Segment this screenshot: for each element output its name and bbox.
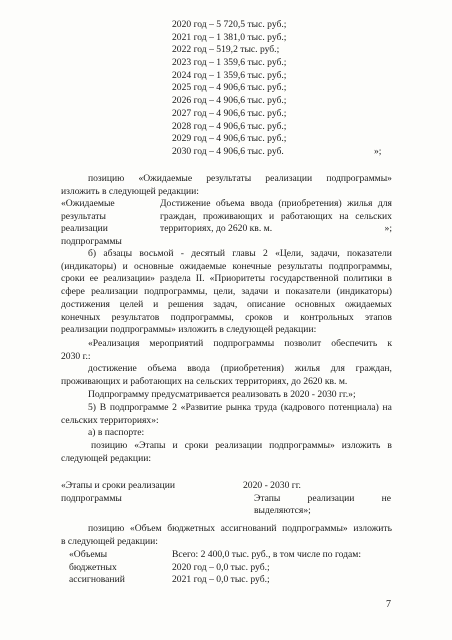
word: жилья: [347, 198, 373, 209]
word: Достижение: [160, 198, 211, 209]
word: «Приоритеты: [209, 273, 266, 285]
results-label-line: «Ожидаемые: [61, 198, 115, 209]
word: основных: [295, 298, 336, 310]
word: и: [172, 440, 178, 452]
word: 2: [263, 248, 268, 259]
word: граждан,: [160, 210, 197, 222]
word: проживающих: [202, 210, 263, 222]
word: реализации: [265, 173, 313, 184]
word: и: [283, 311, 289, 323]
word: реализации: [307, 492, 355, 504]
word: к: [387, 338, 392, 349]
stages-label: [61, 480, 175, 505]
word: контрольных: [300, 311, 354, 323]
word: подпрограммы,: [170, 311, 234, 323]
word: конечные: [232, 260, 272, 272]
word: показатели: [347, 248, 392, 259]
word: сроков: [245, 311, 273, 323]
word: 2: [172, 402, 177, 413]
results-value: [160, 198, 392, 236]
word: «Развитие: [180, 402, 223, 413]
realization-period: Подпрограмму предусматривается реализовать в 2020 - 2030 гг.»;: [88, 388, 356, 400]
word: объема: [147, 363, 177, 375]
word: задачи,: [310, 248, 340, 259]
word: труда: [254, 402, 277, 413]
word: задач,: [213, 298, 238, 310]
word: «Ожидаемые: [138, 173, 193, 184]
budget-label: [69, 549, 125, 587]
word: и: [274, 286, 280, 298]
word: (приобретения): [220, 363, 284, 375]
word: абзацы: [103, 248, 133, 259]
realization-paragraph: [61, 338, 392, 402]
word: политики: [343, 273, 383, 285]
word: -: [180, 248, 184, 259]
page-number: 7: [386, 599, 391, 610]
word: ее: [89, 273, 99, 285]
stages-label-line: подпрограммы: [61, 492, 122, 504]
word: (индикаторы): [336, 286, 392, 298]
word: подпрограмме: [109, 402, 169, 413]
results-label: [61, 198, 122, 249]
word: позицию: [91, 440, 128, 452]
results-value-line3: территориях, до 2620 кв. м.: [160, 223, 273, 235]
realization-line: проживающих и работающих на сельских территориях, до 2620 кв. м.: [61, 376, 348, 388]
word: мероприятий: [149, 338, 204, 349]
word: достижение: [88, 363, 137, 375]
word: рынка: [225, 402, 251, 413]
word: на: [339, 210, 349, 222]
word: реализации»: [103, 273, 155, 285]
word: сфере: [61, 286, 85, 298]
results-label-line: результаты: [61, 210, 106, 222]
item-5-line: сельских территориях»:: [61, 414, 159, 426]
word: ввода: [250, 198, 273, 209]
word: ожидаемые: [179, 260, 227, 272]
budget-year-line: 2021 год – 0,0 тыс. руб.;: [172, 574, 270, 586]
word: основные: [133, 260, 174, 272]
budget-label-line: бюджетных: [69, 561, 117, 573]
word: конечных: [61, 311, 101, 323]
word: (кадрового: [280, 402, 325, 413]
word: достижения: [61, 298, 110, 310]
budget-label-line: «Объемы: [69, 549, 108, 560]
budget-intro-line2: в следующей редакции:: [61, 535, 158, 547]
word: потенциала): [328, 402, 379, 413]
word: ожидаемых: [344, 298, 392, 310]
word: «Реализация: [88, 338, 140, 349]
year-amount-line: 2030 год – 4 906,6 тыс. руб.: [172, 145, 284, 157]
word: жилья: [294, 363, 321, 375]
word: граждан,: [355, 363, 392, 375]
year-amount-line: 2023 год – 1 359,6 тыс. руб.;: [172, 57, 287, 69]
year-amount-line: 2025 год – 4 906,6 тыс. руб.;: [172, 82, 287, 94]
results-label-line: подпрограммы: [61, 236, 122, 248]
word: подпрограммы»: [282, 523, 348, 534]
word: показатели: [285, 286, 331, 298]
word: позволит: [284, 338, 322, 349]
word: ввода: [187, 363, 210, 375]
word: и: [269, 210, 275, 222]
word: этапов: [364, 311, 392, 323]
word: целей: [119, 298, 144, 310]
results-intro-line2: изложить в следующей редакции:: [61, 185, 199, 197]
word: сроки: [61, 273, 85, 285]
year-amount-list: [172, 19, 286, 159]
word: для: [330, 363, 345, 375]
budget-intro: [61, 523, 392, 548]
year-amount-line: 2020 год – 5 720,5 тыс. руб.;: [172, 19, 287, 30]
word: на: [382, 402, 392, 413]
results-close-quote: »;: [384, 223, 392, 235]
word: и: [153, 298, 159, 310]
word: цели,: [213, 286, 236, 298]
word: объема: [215, 198, 245, 209]
word: (приобретения): [278, 198, 342, 209]
word: Этапы: [254, 492, 281, 504]
budget-total: Всего: 2 400,0 тыс. руб., в том числе по годам:: [172, 549, 362, 560]
stages-value: [243, 480, 391, 518]
word: восьмой: [139, 248, 174, 259]
word: б): [88, 248, 97, 259]
year-amount-line: 2029 год – 4 906,6 тыс. руб.;: [172, 133, 287, 145]
results-label-line: реализации: [61, 223, 108, 235]
word: сроки: [184, 440, 209, 452]
word: и: [122, 260, 128, 272]
word: сельских: [355, 210, 392, 222]
word: для: [377, 198, 392, 209]
word: работающих: [280, 210, 333, 222]
word: подпрограммы,: [144, 286, 208, 298]
word: 5): [88, 402, 96, 413]
word: «Объем: [129, 523, 162, 534]
budget-label-line: ассигнований: [69, 574, 125, 586]
word: результаты: [277, 260, 323, 272]
word: ассигнований: [220, 523, 277, 534]
word: в: [387, 440, 392, 452]
paragraph-b: [61, 248, 392, 337]
word: результатов: [111, 311, 160, 323]
year-amount-line: 2027 год – 4 906,6 тыс. руб.;: [172, 107, 287, 119]
word: изложить: [341, 440, 381, 452]
year-amount-line: 2024 год – 1 359,6 тыс. руб.;: [172, 69, 287, 81]
item-5-passport: а) в паспорте:: [88, 427, 145, 439]
word: бюджетных: [167, 523, 215, 534]
word: обеспечить: [331, 338, 378, 349]
word: задачи: [241, 286, 269, 298]
year-amount-line: 2021 год – 1 381,0 тыс. руб.;: [172, 31, 287, 43]
word: не: [381, 492, 391, 504]
word: в: [387, 273, 392, 285]
paragraph-b-last-line: реализации подпрограммы» изложить в следующей редакции:: [61, 324, 317, 336]
word: реализации: [91, 286, 138, 298]
word: изложить: [353, 523, 392, 534]
item-5-line: следующей редакции:: [61, 452, 151, 464]
year-amount-line: 2022 год – 519,2 тыс. руб.;: [172, 44, 280, 56]
word: главы: [232, 248, 256, 259]
word: результаты: [206, 173, 252, 184]
budget-year-line: 2020 год – 0,0 тыс. руб.;: [172, 561, 270, 573]
year-amount-line: 2028 год – 4 906,6 тыс. руб.;: [172, 120, 287, 132]
budget-values: [172, 549, 361, 587]
year-amount-line: 2026 год – 4 906,6 тыс. руб.;: [172, 95, 287, 107]
stages-note: выделяются»;: [254, 505, 311, 517]
word: II.: [195, 273, 205, 285]
word: подпрограммы»: [269, 440, 335, 452]
stages-period: 2020 - 2030 гг.: [243, 480, 301, 491]
word: (индикаторы): [61, 260, 117, 272]
word: позицию: [88, 523, 125, 534]
word: В: [99, 402, 107, 413]
word: подпрограммы: [213, 338, 275, 349]
results-intro: [61, 173, 392, 198]
word: подпрограммы,: [328, 260, 392, 272]
word: десятый: [191, 248, 226, 259]
realization-year: 2030 г.:: [61, 350, 91, 362]
word: раздела: [159, 273, 191, 285]
word: решения: [168, 298, 204, 310]
word: описание: [247, 298, 286, 310]
word: государственной: [270, 273, 339, 285]
stages-label-line: «Этапы и сроки реализации: [61, 480, 176, 491]
word: позицию: [88, 173, 125, 184]
item-5: [61, 402, 392, 466]
word: «Этапы: [134, 440, 166, 452]
word: «Цели,: [275, 248, 304, 259]
closing-quote: »;: [374, 146, 382, 157]
word: подпрограммы»: [326, 173, 392, 184]
word: реализации: [215, 440, 263, 452]
